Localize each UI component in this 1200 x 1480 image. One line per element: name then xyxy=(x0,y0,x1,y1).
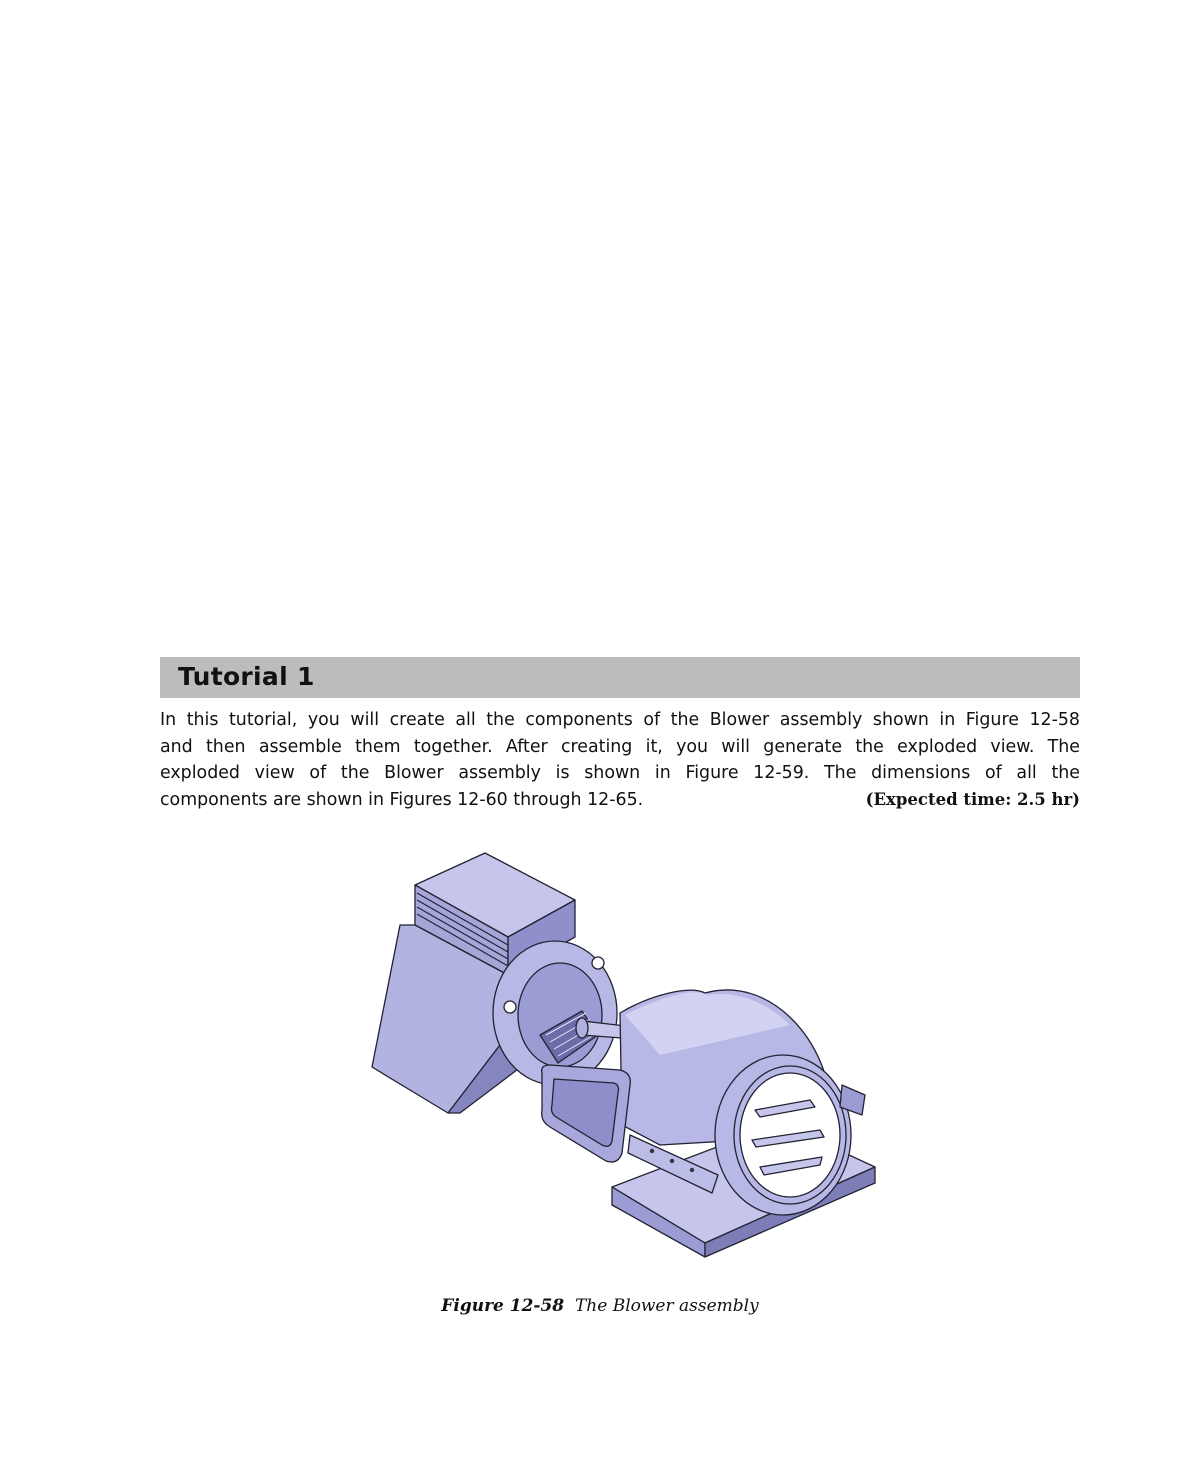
intro-line-1: In this tutorial, you will create all the components of the Blower assembly shown in Figure 12-58 xyxy=(160,710,1080,730)
intro-paragraph xyxy=(160,707,1080,813)
intro-line-3: exploded view of the Blower assembly is shown in Figure 12-59. The dimensions of all the xyxy=(160,763,1080,783)
expected-time: (Expected time: 2.5 hr) xyxy=(865,789,1080,809)
intro-line-4-text: components are shown in Figures 12-60 through 12-65. xyxy=(160,789,644,810)
figure-caption xyxy=(0,1296,1200,1316)
figure-caption-text: The Blower assembly xyxy=(574,1296,759,1316)
section-heading-bar xyxy=(160,657,1080,698)
section-title: Tutorial 1 xyxy=(178,662,315,691)
figure-number: Figure 12-58 xyxy=(441,1296,565,1316)
intro-line-4 xyxy=(160,787,1080,814)
shaft-collar xyxy=(576,1018,588,1038)
flange-hole-1 xyxy=(592,957,604,969)
intro-line-2: and then assemble them together. After creating it, you will generate the exploded view. The xyxy=(160,736,1080,757)
flange-hole-2 xyxy=(504,1001,516,1013)
blower-assembly-image xyxy=(360,845,880,1285)
